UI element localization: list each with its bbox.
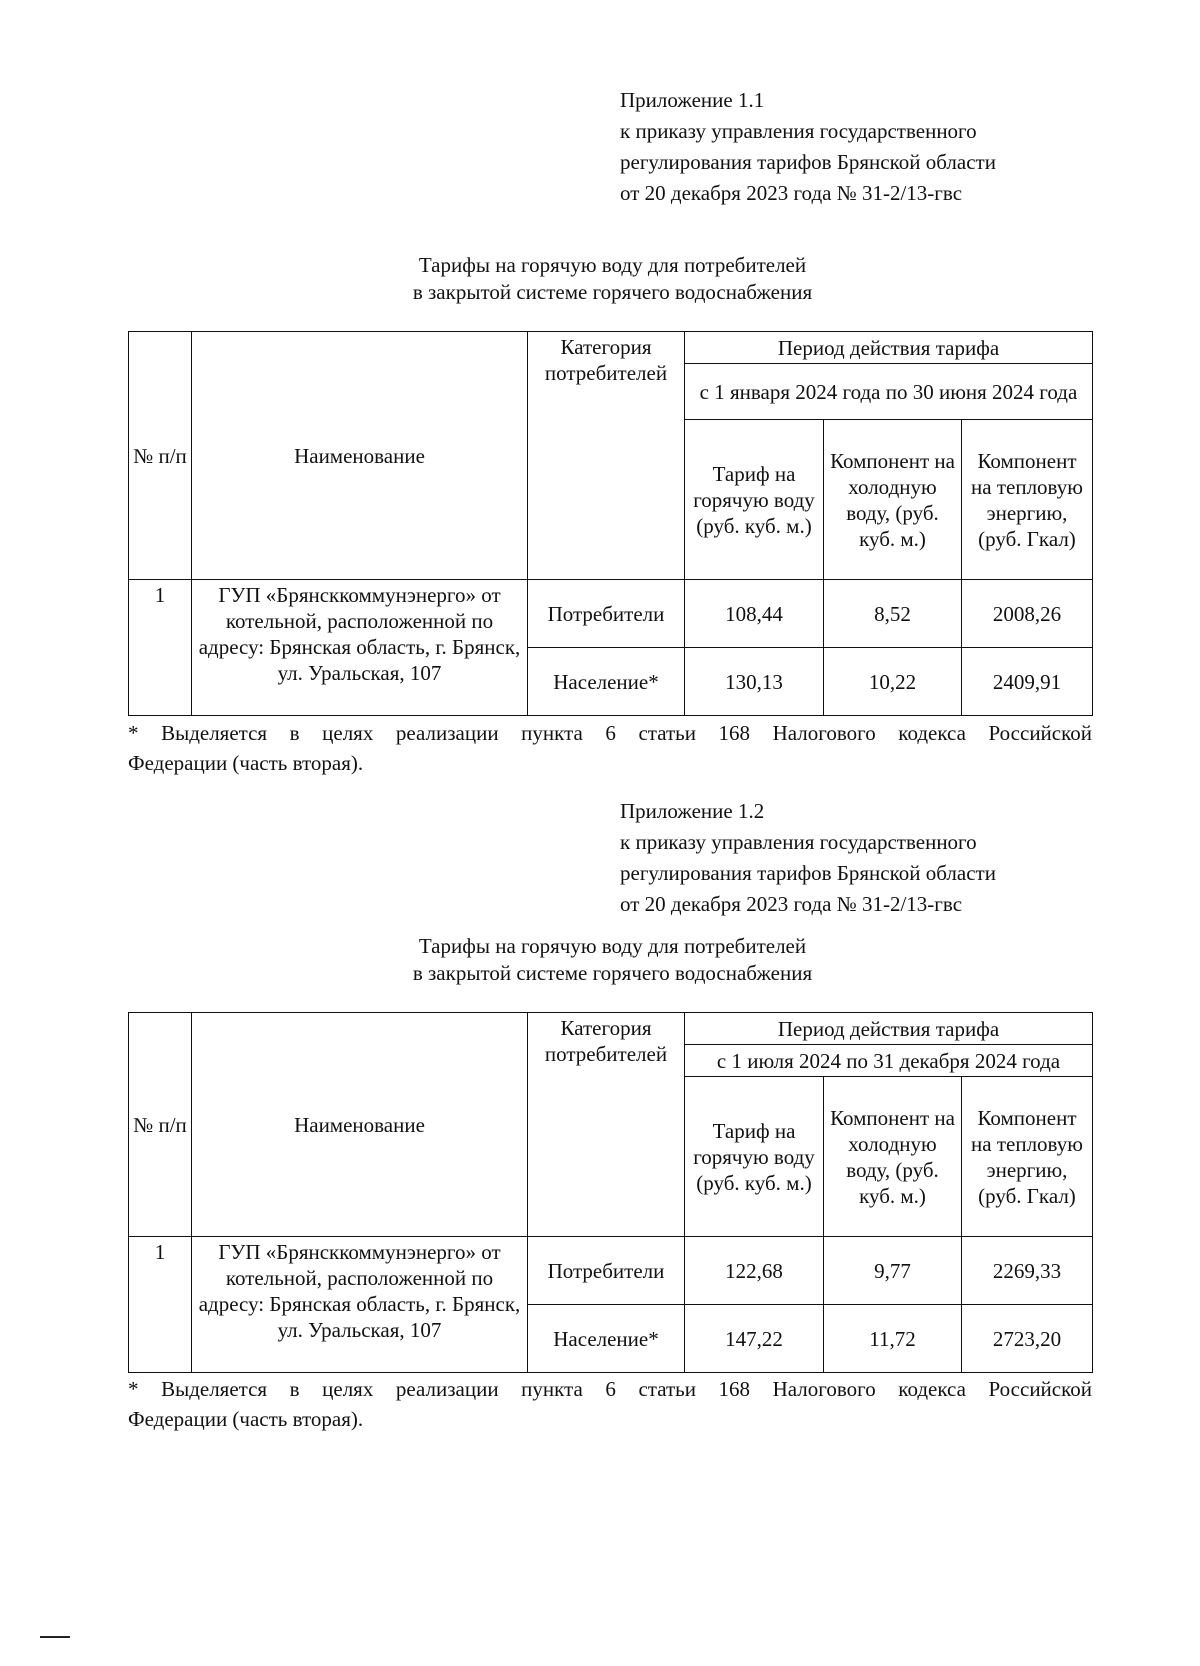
row-num: 1 — [129, 1237, 192, 1373]
row-cold: 9,77 — [824, 1237, 962, 1305]
appendix-header-2 — [620, 796, 1140, 920]
appendix-title: Приложение 1.1 — [620, 88, 765, 112]
footnote-line: * Выделяется в целях реализации пункта 6 статьи 168 Налогового кодекса Российской — [128, 1377, 1092, 1401]
appendix-header-1 — [620, 85, 1140, 209]
row-tariff: 147,22 — [685, 1305, 824, 1373]
row-heat: 2008,26 — [962, 580, 1093, 648]
table-row — [129, 580, 1093, 648]
header-period: Период действия тарифа — [685, 1013, 1093, 1045]
row-cold: 8,52 — [824, 580, 962, 648]
row-num: 1 — [129, 580, 192, 716]
header-tariff: Тариф на горячую воду (руб. куб. м.) — [685, 1077, 824, 1237]
page-edge-mark — [40, 1636, 70, 1638]
header-cold-component: Компонент на холодную воду, (руб. куб. м.) — [824, 420, 962, 580]
footnote-line: Федерации (часть вторая). — [128, 751, 364, 775]
row-category: Население* — [528, 1305, 685, 1373]
row-name: ГУП «Брянсккоммунэнерго» от котельной, расположенной по адресу: Брянская область, г. Брянск, ул. Уральская, 107 — [192, 1237, 528, 1373]
footnote-line: Федерации (часть вторая). — [128, 1407, 364, 1431]
tariff-table-2 — [128, 1012, 1093, 1373]
header-tariff: Тариф на горячую воду (руб. куб. м.) — [685, 420, 824, 580]
table-title-line: в закрытой системе горячего водоснабжения — [412, 280, 813, 304]
header-name: Наименование — [192, 332, 528, 580]
footnote-1 — [128, 718, 1092, 778]
row-heat: 2269,33 — [962, 1237, 1093, 1305]
header-category: Категория потребителей — [528, 1013, 685, 1237]
table-title-line: Тарифы на горячую воду для потребителей — [418, 934, 807, 958]
appendix-order-line: к приказу управления государственного — [620, 119, 977, 143]
row-tariff: 108,44 — [685, 580, 824, 648]
row-cold: 11,72 — [824, 1305, 962, 1373]
appendix-order-date: от 20 декабря 2023 года № 31-2/13-гвс — [620, 892, 963, 916]
row-tariff: 130,13 — [685, 648, 824, 716]
table-title-1 — [0, 252, 1200, 306]
row-category: Потребители — [528, 580, 685, 648]
appendix-order-line: регулирования тарифов Брянской области — [620, 861, 996, 885]
header-name: Наименование — [192, 1013, 528, 1237]
table-row — [129, 1237, 1093, 1305]
appendix-order-line: к приказу управления государственного — [620, 830, 977, 854]
table-title-2 — [0, 933, 1200, 987]
row-heat: 2723,20 — [962, 1305, 1093, 1373]
appendix-title: Приложение 1.2 — [620, 799, 765, 823]
row-category: Население* — [528, 648, 685, 716]
header-heat-component: Компонент на тепловую энергию, (руб. Гкал) — [962, 1077, 1093, 1237]
header-num: № п/п — [129, 332, 192, 580]
row-cold: 10,22 — [824, 648, 962, 716]
row-category: Потребители — [528, 1237, 685, 1305]
footnote-line: * Выделяется в целях реализации пункта 6 статьи 168 Налогового кодекса Российской — [128, 721, 1092, 745]
table-title-line: Тарифы на горячую воду для потребителей — [418, 253, 807, 277]
tariff-table-1 — [128, 331, 1093, 716]
header-heat-component: Компонент на тепловую энергию, (руб. Гкал) — [962, 420, 1093, 580]
header-period-dates: с 1 июля 2024 по 31 декабря 2024 года — [685, 1045, 1093, 1077]
table-title-line: в закрытой системе горячего водоснабжения — [412, 961, 813, 985]
header-num: № п/п — [129, 1013, 192, 1237]
row-tariff: 122,68 — [685, 1237, 824, 1305]
header-cold-component: Компонент на холодную воду, (руб. куб. м.) — [824, 1077, 962, 1237]
row-name: ГУП «Брянсккоммунэнерго» от котельной, расположенной по адресу: Брянская область, г. Брянск, ул. Уральская, 107 — [192, 580, 528, 716]
header-period: Период действия тарифа — [685, 332, 1093, 364]
footnote-2 — [128, 1374, 1092, 1434]
header-category: Категория потребителей — [528, 332, 685, 580]
appendix-order-line: регулирования тарифов Брянской области — [620, 150, 996, 174]
row-heat: 2409,91 — [962, 648, 1093, 716]
header-period-dates: с 1 января 2024 года по 30 июня 2024 года — [685, 364, 1093, 420]
appendix-order-date: от 20 декабря 2023 года № 31-2/13-гвс — [620, 181, 963, 205]
